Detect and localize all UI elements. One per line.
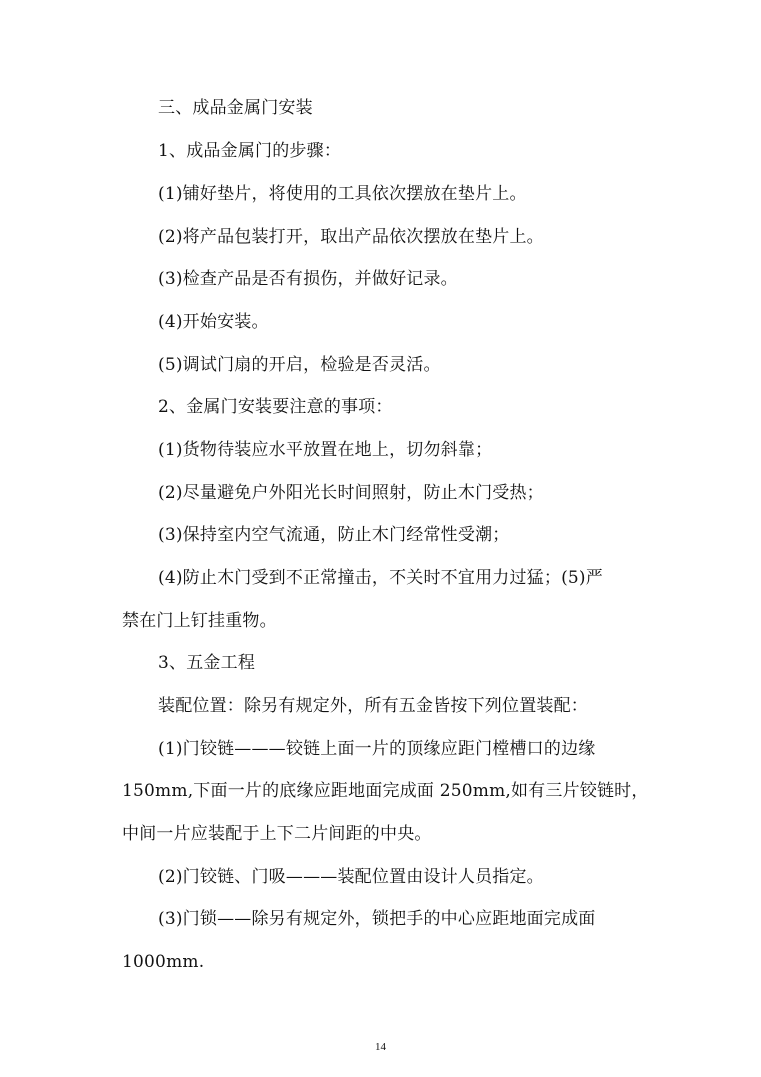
paragraph-line: (2)尽量避免户外阳光长时间照射，防止木门受热； <box>158 483 544 503</box>
subsection-heading: 2、金属门安装要注意的事项： <box>158 397 393 417</box>
page-number: 14 <box>375 1041 386 1053</box>
paragraph-line: 150mm,下面一片的底缘应距地面完成面 250mm,如有三片铰链时， <box>122 781 649 801</box>
paragraph-line: 中间一片应装配于上下二片间距的中央。 <box>122 824 432 844</box>
paragraph-line: 禁在门上钉挂重物。 <box>122 611 277 631</box>
paragraph-line: 1000mm. <box>122 952 205 972</box>
paragraph-line: (4)开始安装。 <box>158 312 269 332</box>
paragraph-line: (1)门铰链———铰链上面一片的顶缘应距门樘槽口的边缘 <box>158 739 596 759</box>
paragraph-line: 装配位置：除另有规定外，所有五金皆按下列位置装配： <box>158 696 588 716</box>
paragraph-line: (1)铺好垫片，将使用的工具依次摆放在垫片上。 <box>158 184 527 204</box>
paragraph-line: (3)保持室内空气流通，防止木门经常性受潮； <box>158 525 510 545</box>
paragraph-line: (4)防止木门受到不正常撞击，不关时不宜用力过猛；(5)严 <box>158 568 603 588</box>
paragraph-line: (3)检查产品是否有损伤，并做好记录。 <box>158 269 458 289</box>
subsection-heading: 1、成品金属门的步骤： <box>158 141 342 161</box>
section-heading: 三、成品金属门安装 <box>158 98 313 118</box>
paragraph-line: (2)将产品包装打开，取出产品依次摆放在垫片上。 <box>158 227 544 247</box>
subsection-heading: 3、五金工程 <box>158 653 256 673</box>
paragraph-line: (3)门锁——除另有规定外，锁把手的中心应距地面完成面 <box>158 909 596 929</box>
paragraph-line: (1)货物待装应水平放置在地上，切勿斜靠； <box>158 440 493 460</box>
paragraph-line: (2)门铰链、门吸———装配位置由设计人员指定。 <box>158 867 544 887</box>
paragraph-line: (5)调试门扇的开启，检验是否灵活。 <box>158 355 441 375</box>
